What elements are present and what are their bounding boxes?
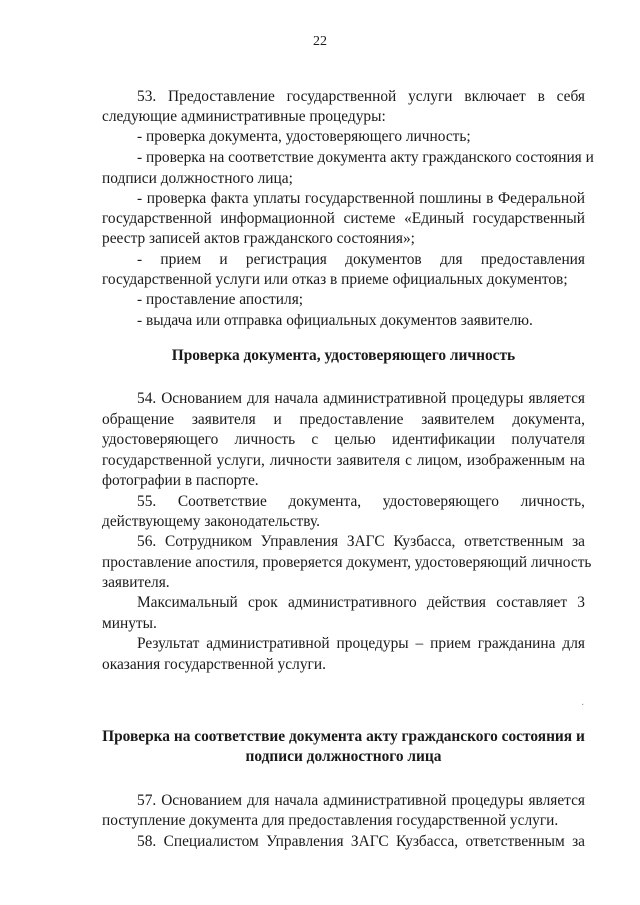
text-line: подписи должностного лица;	[102, 170, 293, 187]
text-line: государственной информационной системе «Единый государственный	[102, 210, 585, 227]
text-line: 55. Соответствие документа, удостоверяющего личность,	[137, 493, 585, 510]
text-line: Максимальный срок административного действия составляет 3	[137, 594, 585, 611]
text-line: 54. Основанием для начала административной процедуры является	[137, 390, 585, 407]
text-line: реестр записей актов гражданского состояния»;	[102, 230, 415, 247]
text-line: проставление апостиля, проверяется документ, удостоверяющий личность	[102, 554, 592, 571]
text-line: минуты.	[102, 615, 157, 632]
text-line: оказания государственной услуги.	[102, 656, 326, 673]
text-line: - проверка на соответствие документа акту гражданского состояния и	[137, 149, 594, 166]
text-line: фотографии в паспорте.	[102, 472, 259, 489]
scan-speck: ·	[581, 700, 585, 711]
text-line: удостоверяющего личность с целью идентификации получателя	[102, 431, 585, 448]
text-line: - проверка документа, удостоверяющего личность;	[137, 128, 471, 145]
text-line: действующему законодательству.	[102, 513, 320, 530]
text-line: - проверка факта уплаты государственной пошлины в Федеральной	[137, 190, 585, 207]
text-line: государственной услуги, личности заявителя с лицом, изображенным на	[102, 452, 585, 469]
text-line: поступление документа для предоставления государственной услуги.	[102, 812, 559, 829]
section-heading: Проверка на соответствие документа акту гражданского состояния и	[102, 728, 585, 745]
text-line: обращение заявителя и предоставление заявителем документа,	[102, 411, 585, 428]
text-line: - проставление апостиля;	[137, 291, 304, 308]
text-line: следующие административные процедуры:	[102, 108, 386, 125]
text-line: Результат административной процедуры – прием гражданина для	[137, 635, 585, 652]
page-number: 22	[313, 34, 327, 49]
text-line: - выдача или отправка официальных документов заявителю.	[137, 312, 533, 329]
text-line: - прием и регистрация документов для предоставления	[137, 251, 585, 268]
text-line: заявителя.	[102, 574, 170, 591]
section-heading: подписи должностного лица	[245, 748, 442, 765]
section-heading: Проверка документа, удостоверяющего личность	[171, 347, 516, 364]
text-line: 58. Специалистом Управления ЗАГС Кузбасса, ответственным за	[137, 833, 585, 850]
text-line: 53. Предоставление государственной услуги включает в себя	[137, 88, 585, 105]
text-line: 56. Сотрудником Управления ЗАГС Кузбасса, ответственным за	[137, 533, 585, 550]
text-line: государственной услуги или отказ в приеме официальных документов;	[102, 271, 568, 288]
text-line: 57. Основанием для начала административной процедуры является	[137, 792, 585, 809]
